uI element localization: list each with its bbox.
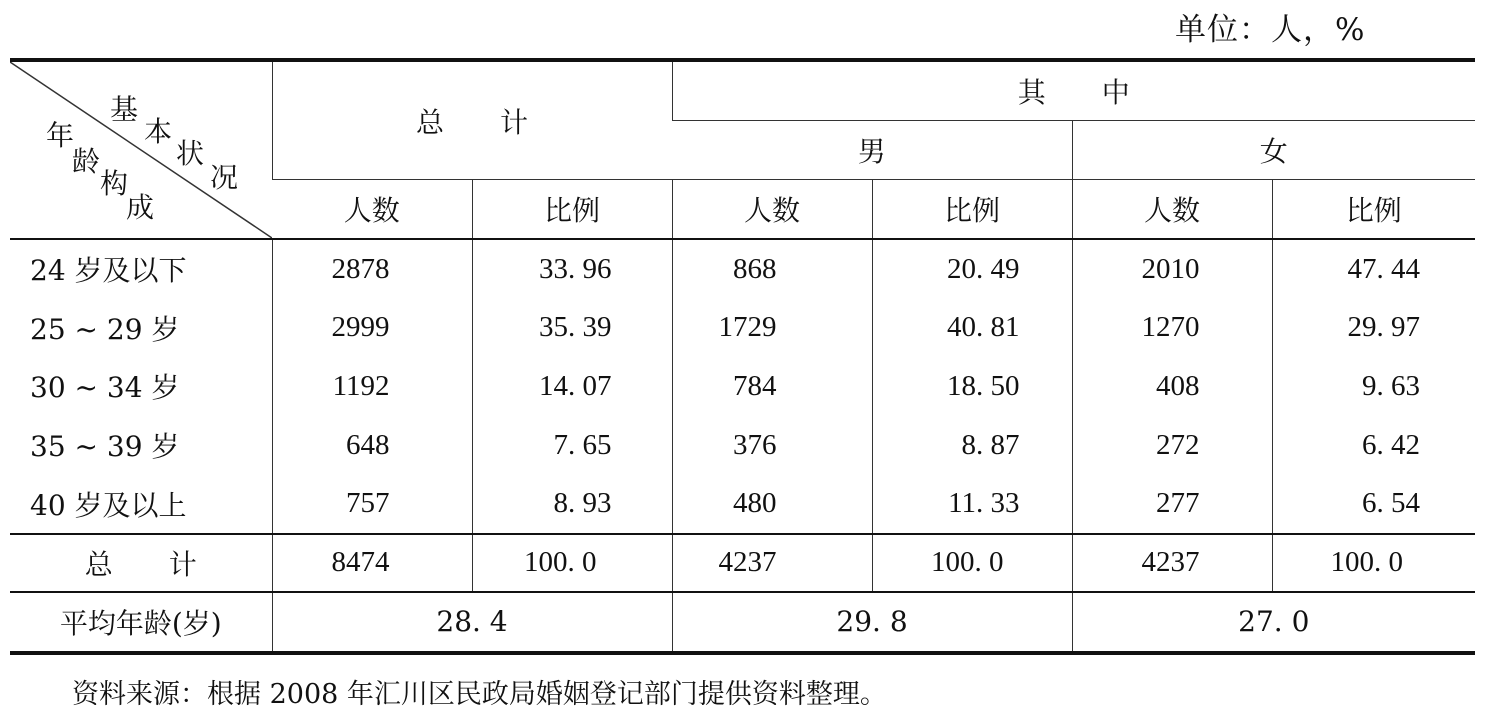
table-row (10, 416, 1475, 475)
female-count-cell: 2010 (1072, 239, 1272, 299)
row-label: 25 ~ 29 岁 (30, 312, 180, 346)
total-ratio-cell: 14. 07 (472, 357, 672, 416)
male-ratio-cell: 8. 87 (872, 416, 1072, 475)
total-count-cell: 8474 (272, 534, 472, 592)
female-count-cell: 1270 (1072, 299, 1272, 358)
corner-top-char: 基 (110, 93, 139, 126)
age-structure-table (10, 58, 1475, 655)
header-total-count: 人数 (272, 180, 472, 240)
source-note: 资料来源：根据 2008 年汇川区民政局婚姻登记部门提供资料整理。 (72, 679, 887, 710)
female-ratio-cell: 6. 54 (1272, 474, 1475, 534)
female-ratio-cell: 100. 0 (1272, 534, 1475, 592)
header-among: 其 中 (672, 60, 1475, 121)
table-row (10, 239, 1475, 299)
total-ratio-cell: 33. 96 (472, 239, 672, 299)
corner-header-cell (10, 60, 272, 239)
total-count-cell: 648 (272, 416, 472, 475)
female-count-cell: 277 (1072, 474, 1272, 534)
male-ratio-cell: 18. 50 (872, 357, 1072, 416)
female-count-cell: 408 (1072, 357, 1272, 416)
row-label: 40 岁及以上 (30, 488, 187, 522)
female-ratio-cell: 47. 44 (1272, 239, 1475, 299)
male-count-cell: 784 (672, 357, 872, 416)
corner-bottom-char: 构 (100, 167, 129, 200)
average-age-row (10, 592, 1475, 653)
total-ratio-cell: 8. 93 (472, 474, 672, 534)
table-row (10, 299, 1475, 358)
male-count-cell: 868 (672, 239, 872, 299)
header-male: 男 (672, 121, 1072, 180)
female-ratio-cell: 29. 97 (1272, 299, 1475, 358)
corner-top-char: 状 (176, 137, 205, 170)
total-ratio-cell: 35. 39 (472, 299, 672, 358)
male-ratio-cell: 11. 33 (872, 474, 1072, 534)
male-count-cell: 376 (672, 416, 872, 475)
female-ratio-cell: 6. 42 (1272, 416, 1475, 475)
total-row-label: 总 计 (10, 534, 272, 592)
total-count-cell: 2878 (272, 239, 472, 299)
header-total: 总 计 (272, 60, 672, 180)
header-male-count: 人数 (672, 180, 872, 240)
header-female-count: 人数 (1072, 180, 1272, 240)
average-age-total: 28. 4 (272, 592, 672, 653)
total-count-cell: 2999 (272, 299, 472, 358)
corner-bottom-char: 年 (46, 119, 75, 152)
unit-label: 单位：人，% (1175, 12, 1366, 48)
total-count-cell: 1192 (272, 357, 472, 416)
average-age-label: 平均年龄(岁) (10, 592, 272, 653)
male-count-cell: 480 (672, 474, 872, 534)
corner-top-char: 况 (210, 161, 239, 194)
corner-bottom-char: 成 (126, 191, 155, 224)
male-count-cell: 1729 (672, 299, 872, 358)
row-label: 35 ~ 39 岁 (30, 430, 180, 464)
total-ratio-cell: 7. 65 (472, 416, 672, 475)
total-row (10, 534, 1475, 592)
row-label: 24 岁及以下 (30, 254, 187, 288)
header-female-ratio: 比例 (1272, 180, 1475, 240)
total-ratio-cell: 100. 0 (472, 534, 672, 592)
table-row (10, 474, 1475, 534)
total-count-cell: 757 (272, 474, 472, 534)
male-ratio-cell: 20. 49 (872, 239, 1072, 299)
table-row (10, 357, 1475, 416)
male-ratio-cell: 100. 0 (872, 534, 1072, 592)
female-ratio-cell: 9. 63 (1272, 357, 1475, 416)
male-ratio-cell: 40. 81 (872, 299, 1072, 358)
female-count-cell: 4237 (1072, 534, 1272, 592)
corner-bottom-char: 龄 (72, 145, 101, 178)
average-age-female: 27. 0 (1072, 592, 1475, 653)
row-label: 30 ~ 34 岁 (30, 371, 180, 405)
female-count-cell: 272 (1072, 416, 1272, 475)
header-female: 女 (1072, 121, 1475, 180)
header-male-ratio: 比例 (872, 180, 1072, 240)
male-count-cell: 4237 (672, 534, 872, 592)
header-total-ratio: 比例 (472, 180, 672, 240)
average-age-male: 29. 8 (672, 592, 1072, 653)
corner-top-char: 本 (144, 115, 173, 148)
